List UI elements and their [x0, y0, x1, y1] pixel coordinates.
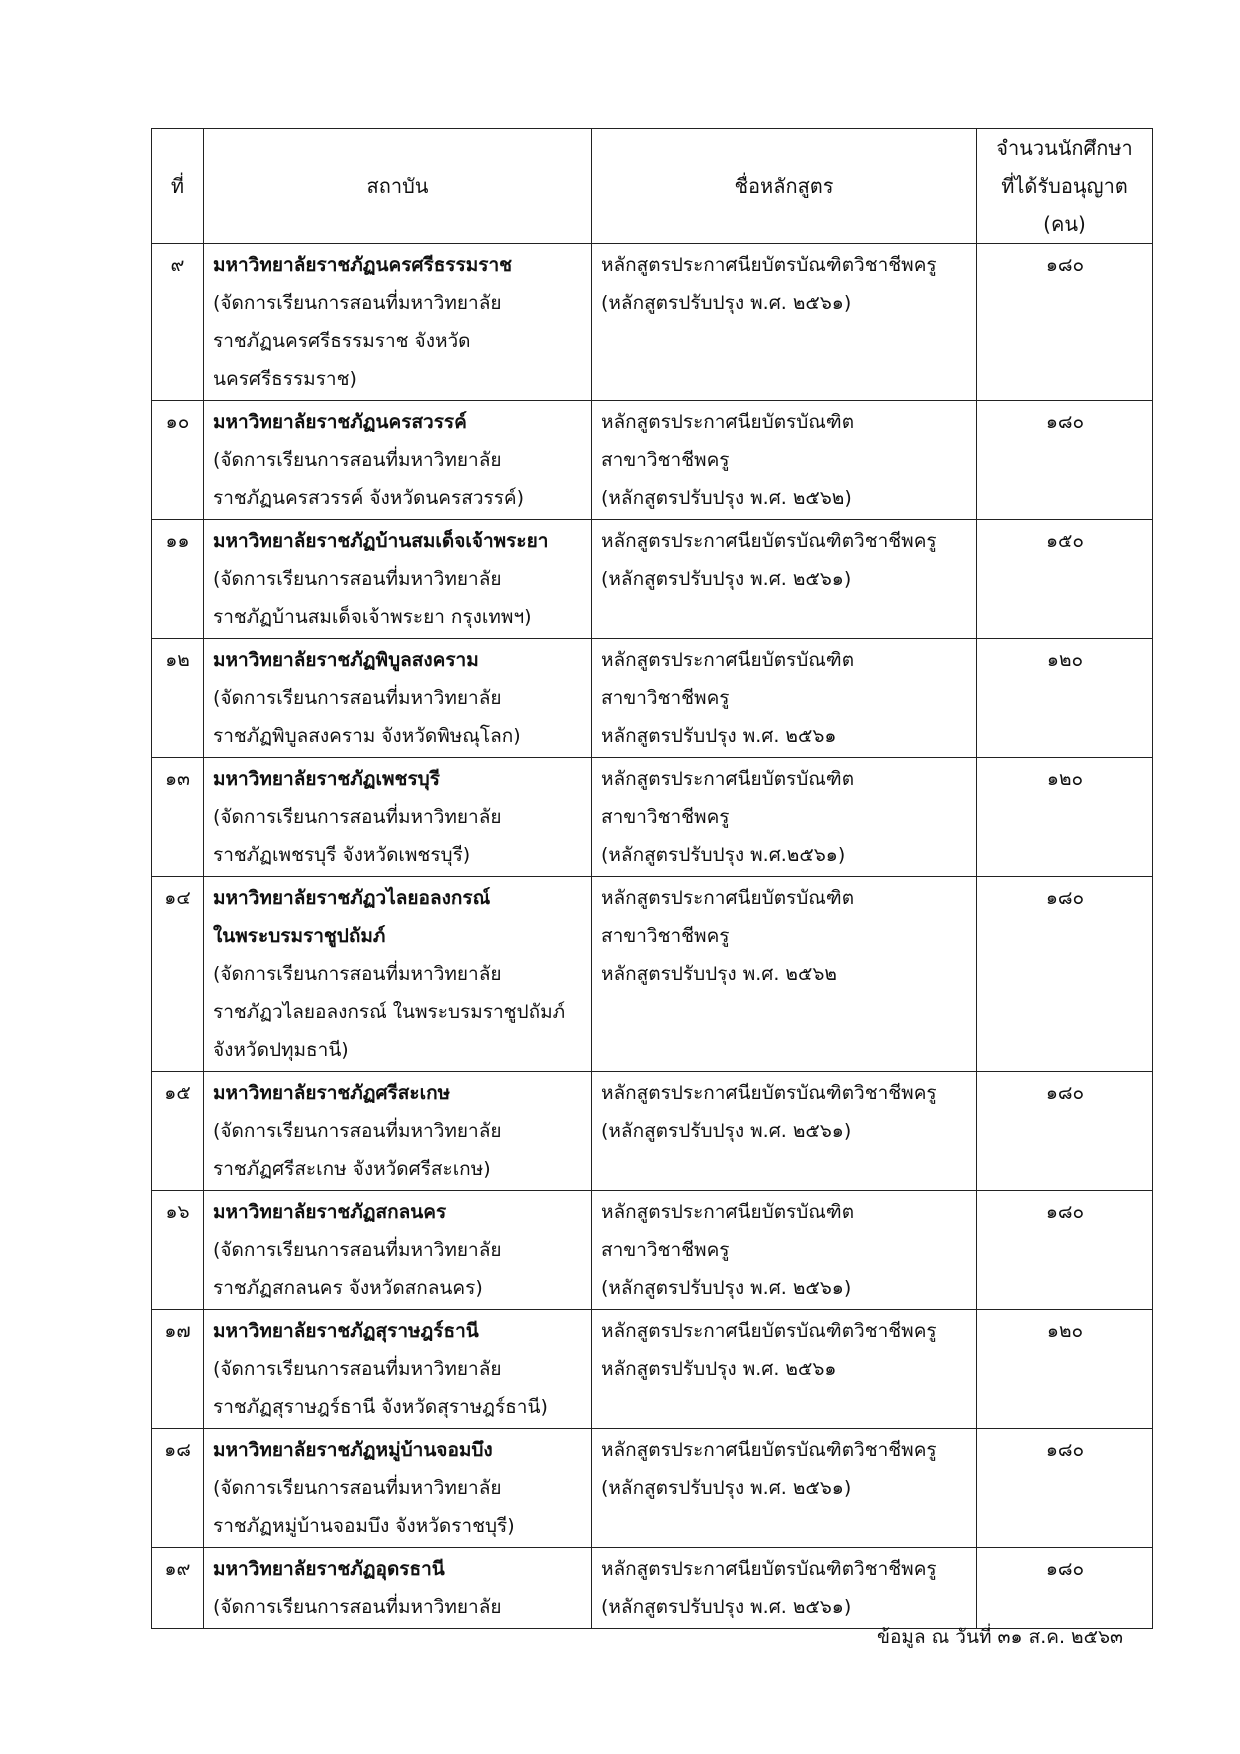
institution-cell: [204, 520, 592, 639]
program-name-line: หลักสูตรประกาศนียบัตรบัณฑิตวิชาชีพครู: [601, 254, 937, 276]
row-number: ๑๖: [152, 1191, 204, 1310]
teaching-location-note: ราชภัฏศรีสะเกษ จังหวัดศรีสะเกษ): [213, 1158, 491, 1180]
teaching-location-note: (จัดการเรียนการสอนที่มหาวิทยาลัย: [213, 1477, 502, 1499]
institution-cell: [204, 401, 592, 520]
header-count-line: (คน): [1043, 212, 1086, 236]
institution-cell: [204, 639, 592, 758]
program-name-line: (หลักสูตรปรับปรุง พ.ศ. ๒๕๖๑): [601, 1596, 852, 1618]
program-name-line: (หลักสูตรปรับปรุง พ.ศ. ๒๕๖๑): [601, 1477, 852, 1499]
student-count: ๑๒๐: [977, 1310, 1153, 1429]
table-row: [152, 1191, 1153, 1310]
university-name: มหาวิทยาลัยราชภัฏบ้านสมเด็จเจ้าพระยา: [213, 530, 549, 552]
table-row: [152, 520, 1153, 639]
program-name-line: หลักสูตรปรับปรุง พ.ศ. ๒๕๖๒: [601, 963, 837, 985]
student-count: ๑๘๐: [977, 1429, 1153, 1548]
program-cell: [592, 244, 977, 401]
data-as-of-note: ข้อมูล ณ วันที่ ๓๑ ส.ค. ๒๕๖๓: [877, 1626, 1123, 1648]
teaching-location-note: ราชภัฏวไลยอลงกรณ์ ในพระบรมราชูปถัมภ์: [213, 1001, 566, 1023]
teaching-location-note: (จัดการเรียนการสอนที่มหาวิทยาลัย: [213, 1239, 502, 1261]
teaching-location-note: (จัดการเรียนการสอนที่มหาวิทยาลัย: [213, 1358, 502, 1380]
university-name: มหาวิทยาลัยราชภัฏนครสวรรค์: [213, 411, 467, 433]
teaching-location-note: ราชภัฏนครศรีธรรมราช จังหวัด: [213, 330, 471, 352]
teaching-location-note: ราชภัฏบ้านสมเด็จเจ้าพระยา กรุงเทพฯ): [213, 606, 532, 628]
university-name: มหาวิทยาลัยราชภัฏพิบูลสงคราม: [213, 649, 479, 671]
teaching-location-note: ราชภัฏพิบูลสงคราม จังหวัดพิษณุโลก): [213, 725, 521, 747]
university-name: ในพระบรมราชูปถัมภ์: [213, 925, 386, 947]
table-row: [152, 1429, 1153, 1548]
teaching-location-note: (จัดการเรียนการสอนที่มหาวิทยาลัย: [213, 1120, 502, 1142]
table-row: [152, 758, 1153, 877]
table-header-row: [152, 129, 1153, 244]
program-name-line: สาขาวิชาชีพครู: [601, 806, 730, 828]
institution-cell: [204, 758, 592, 877]
student-count: ๑๘๐: [977, 1548, 1153, 1629]
teaching-location-note: (จัดการเรียนการสอนที่มหาวิทยาลัย: [213, 1596, 502, 1618]
student-count: ๑๒๐: [977, 758, 1153, 877]
program-cell: [592, 520, 977, 639]
table-row: [152, 1548, 1153, 1629]
program-name-line: หลักสูตรประกาศนียบัตรบัณฑิตวิชาชีพครู: [601, 1558, 937, 1580]
row-number: ๑๐: [152, 401, 204, 520]
program-cell: [592, 1310, 977, 1429]
student-count: ๑๘๐: [977, 1191, 1153, 1310]
header-institution: สถาบัน: [204, 129, 592, 244]
row-number: ๑๙: [152, 1548, 204, 1629]
university-name: มหาวิทยาลัยราชภัฏนครศรีธรรมราช: [213, 254, 513, 276]
row-number: ๑๗: [152, 1310, 204, 1429]
teaching-location-note: ราชภัฏหมู่บ้านจอมบึง จังหวัดราชบุรี): [213, 1515, 515, 1537]
teaching-location-note: ราชภัฏสกลนคร จังหวัดสกลนคร): [213, 1277, 483, 1299]
institution-cell: [204, 877, 592, 1072]
teaching-location-note: (จัดการเรียนการสอนที่มหาวิทยาลัย: [213, 449, 502, 471]
program-name-line: (หลักสูตรปรับปรุง พ.ศ. ๒๕๖๑): [601, 1277, 852, 1299]
program-name-line: หลักสูตรปรับปรุง พ.ศ. ๒๕๖๑: [601, 1358, 837, 1380]
table-row: [152, 1310, 1153, 1429]
teaching-location-note: ราชภัฏเพชรบุรี จังหวัดเพชรบุรี): [213, 844, 471, 866]
row-number: ๑๕: [152, 1072, 204, 1191]
university-name: มหาวิทยาลัยราชภัฏสุราษฎร์ธานี: [213, 1320, 479, 1342]
program-name-line: (หลักสูตรปรับปรุง พ.ศ. ๒๕๖๑): [601, 292, 852, 314]
student-count: ๑๘๐: [977, 877, 1153, 1072]
program-name-line: หลักสูตรประกาศนียบัตรบัณฑิตวิชาชีพครู: [601, 1320, 937, 1342]
university-name: มหาวิทยาลัยราชภัฏหมู่บ้านจอมบึง: [213, 1439, 493, 1461]
teaching-location-note: (จัดการเรียนการสอนที่มหาวิทยาลัย: [213, 687, 502, 709]
institution-cell: [204, 1548, 592, 1629]
table-row: [152, 244, 1153, 401]
university-name: มหาวิทยาลัยราชภัฏเพชรบุรี: [213, 768, 440, 790]
header-program: ชื่อหลักสูตร: [592, 129, 977, 244]
teaching-location-note: ราชภัฏสุราษฎร์ธานี จังหวัดสุราษฎร์ธานี): [213, 1396, 548, 1418]
program-cell: [592, 758, 977, 877]
program-name-line: หลักสูตรปรับปรุง พ.ศ. ๒๕๖๑: [601, 725, 837, 747]
row-number: ๙: [152, 244, 204, 401]
header-count: [977, 129, 1153, 244]
program-name-line: (หลักสูตรปรับปรุง พ.ศ. ๒๕๖๒): [601, 487, 852, 509]
student-count: ๑๕๐: [977, 520, 1153, 639]
institution-cell: [204, 1429, 592, 1548]
row-number: ๑๘: [152, 1429, 204, 1548]
student-count: ๑๘๐: [977, 401, 1153, 520]
program-name-line: สาขาวิชาชีพครู: [601, 449, 730, 471]
program-name-line: (หลักสูตรปรับปรุง พ.ศ. ๒๕๖๑): [601, 1120, 852, 1142]
institution-cell: [204, 244, 592, 401]
row-number: ๑๑: [152, 520, 204, 639]
program-cell: [592, 1548, 977, 1629]
program-name-line: หลักสูตรประกาศนียบัตรบัณฑิต: [601, 768, 855, 790]
program-name-line: หลักสูตรประกาศนียบัตรบัณฑิต: [601, 649, 855, 671]
teaching-location-note: (จัดการเรียนการสอนที่มหาวิทยาลัย: [213, 963, 502, 985]
program-name-line: สาขาวิชาชีพครู: [601, 1239, 730, 1261]
program-name-line: หลักสูตรประกาศนียบัตรบัณฑิต: [601, 411, 855, 433]
table-row: [152, 1072, 1153, 1191]
program-cell: [592, 1429, 977, 1548]
program-name-line: (หลักสูตรปรับปรุง พ.ศ.๒๕๖๑): [601, 844, 846, 866]
university-name: มหาวิทยาลัยราชภัฏสกลนคร: [213, 1201, 447, 1223]
university-name: มหาวิทยาลัยราชภัฏอุดรธานี: [213, 1558, 445, 1580]
program-name-line: (หลักสูตรปรับปรุง พ.ศ. ๒๕๖๑): [601, 568, 852, 590]
student-count: ๑๘๐: [977, 1072, 1153, 1191]
header-count-line: จำนวนนักศึกษา: [996, 136, 1133, 160]
program-name-line: หลักสูตรประกาศนียบัตรบัณฑิต: [601, 887, 855, 909]
row-number: ๑๓: [152, 758, 204, 877]
university-name: มหาวิทยาลัยราชภัฏศรีสะเกษ: [213, 1082, 451, 1104]
program-name-line: สาขาวิชาชีพครู: [601, 687, 730, 709]
institution-cell: [204, 1310, 592, 1429]
teaching-location-note: ราชภัฏนครสวรรค์ จังหวัดนครสวรรค์): [213, 487, 525, 509]
header-no: ที่: [152, 129, 204, 244]
program-name-line: หลักสูตรประกาศนียบัตรบัณฑิตวิชาชีพครู: [601, 1439, 937, 1461]
table-row: [152, 639, 1153, 758]
teaching-location-note: (จัดการเรียนการสอนที่มหาวิทยาลัย: [213, 806, 502, 828]
program-name-line: หลักสูตรประกาศนียบัตรบัณฑิตวิชาชีพครู: [601, 530, 937, 552]
row-number: ๑๔: [152, 877, 204, 1072]
program-name-line: สาขาวิชาชีพครู: [601, 925, 730, 947]
student-count: ๑๒๐: [977, 639, 1153, 758]
table-row: [152, 877, 1153, 1072]
teaching-location-note: (จัดการเรียนการสอนที่มหาวิทยาลัย: [213, 568, 502, 590]
university-name: มหาวิทยาลัยราชภัฏวไลยอลงกรณ์: [213, 887, 491, 909]
program-cell: [592, 1191, 977, 1310]
header-count-line: ที่ได้รับอนุญาต: [1001, 174, 1128, 198]
program-cell: [592, 639, 977, 758]
teaching-location-note: นครศรีธรรมราช): [213, 368, 357, 390]
table-body: [152, 244, 1153, 1629]
program-cell: [592, 401, 977, 520]
student-count: ๑๘๐: [977, 244, 1153, 401]
teaching-location-note: (จัดการเรียนการสอนที่มหาวิทยาลัย: [213, 292, 502, 314]
teaching-location-note: จังหวัดปทุมธานี): [213, 1039, 349, 1061]
program-cell: [592, 877, 977, 1072]
row-number: ๑๒: [152, 639, 204, 758]
table-row: [152, 401, 1153, 520]
institution-cell: [204, 1072, 592, 1191]
program-name-line: หลักสูตรประกาศนียบัตรบัณฑิตวิชาชีพครู: [601, 1082, 937, 1104]
program-table: [151, 128, 1153, 1629]
program-cell: [592, 1072, 977, 1191]
program-name-line: หลักสูตรประกาศนียบัตรบัณฑิต: [601, 1201, 855, 1223]
institution-cell: [204, 1191, 592, 1310]
